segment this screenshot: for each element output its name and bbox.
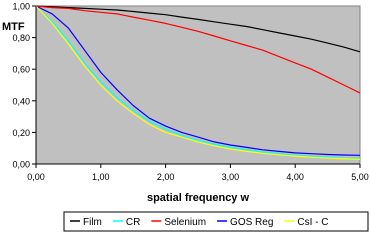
y-tick-label: 0,60 bbox=[12, 64, 30, 75]
legend-label-cr: CR bbox=[125, 217, 141, 228]
legend-label-csi-c: CsI - C bbox=[297, 217, 329, 228]
x-tick-label: 4,00 bbox=[286, 172, 304, 182]
x-tick-label: 3,00 bbox=[221, 172, 240, 182]
legend-label-film: Film bbox=[83, 217, 102, 228]
y-tick-label: 0,40 bbox=[12, 96, 30, 107]
legend-label-gos-reg: GOS Reg bbox=[230, 217, 274, 228]
legend-label-selenium: Selenium bbox=[164, 217, 207, 228]
y-axis-label: MTF bbox=[2, 21, 25, 33]
x-tick-label: 0,00 bbox=[27, 172, 45, 182]
x-tick-label: 1,00 bbox=[92, 172, 110, 182]
x-tick-label: 5,00 bbox=[351, 172, 369, 182]
y-tick-label: 0,20 bbox=[12, 127, 30, 138]
y-tick-label: 0,80 bbox=[12, 33, 30, 44]
x-axis-label: spatial frequency w bbox=[146, 192, 250, 204]
x-tick-label: 2,00 bbox=[156, 172, 175, 182]
x-tick-labels bbox=[27, 164, 369, 182]
y-tick-label: 0,00 bbox=[12, 159, 30, 170]
y-tick-label: 1,00 bbox=[12, 1, 30, 12]
